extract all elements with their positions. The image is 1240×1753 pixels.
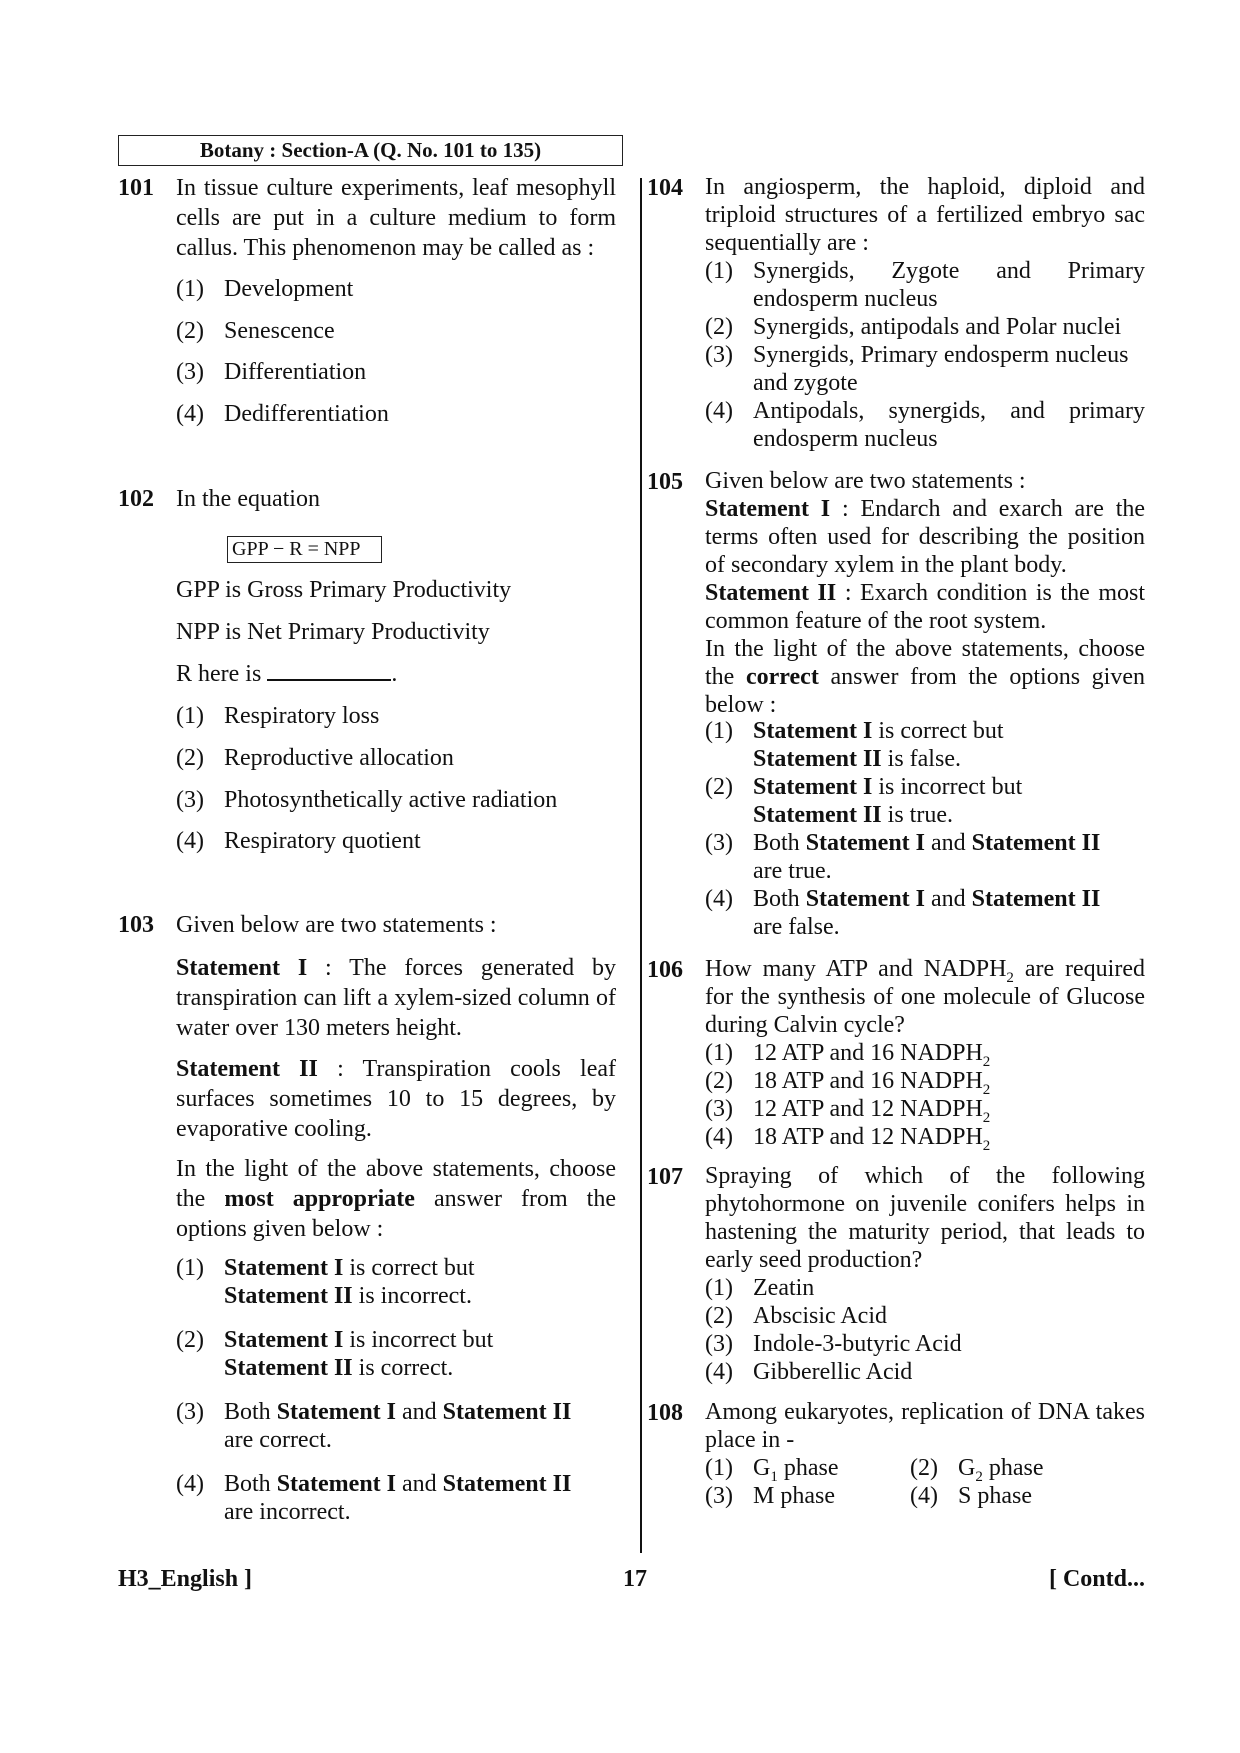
- bold-term: Statement II: [442, 1471, 572, 1497]
- column-divider: [640, 178, 642, 1553]
- bold-term: Statement I: [805, 886, 925, 912]
- text: G: [753, 1455, 771, 1481]
- option-text: [224, 1326, 616, 1382]
- statement-1: [176, 953, 616, 1043]
- option-number: (4): [705, 886, 733, 912]
- bold-term: Statement I: [224, 1327, 344, 1353]
- question-number-107: 107: [647, 1164, 683, 1190]
- question-number-106: 106: [647, 957, 683, 983]
- text: Both: [224, 1471, 277, 1497]
- option-number: (2): [705, 774, 733, 800]
- statement-label: Statement I: [176, 955, 308, 981]
- question-number-108: 108: [647, 1400, 683, 1426]
- instruction-bold: most appropriate: [224, 1186, 415, 1212]
- q101-option-1: [176, 275, 616, 305]
- q103-option-3: [176, 1398, 616, 1458]
- option-text: Reproductive allocation: [224, 745, 454, 771]
- statement-2: [176, 1054, 616, 1144]
- option-text: [958, 1454, 1140, 1485]
- text: are correct.: [224, 1427, 332, 1453]
- option-number: (4): [910, 1483, 938, 1509]
- option-number: (4): [176, 1471, 204, 1497]
- section-header: Botany : Section-A (Q. No. 101 to 135): [118, 135, 623, 166]
- option-number: (3): [176, 359, 204, 385]
- bold-term: Statement I: [805, 830, 925, 856]
- option-text: Synergids, Primary endosperm nucleus and zygote: [753, 342, 1129, 396]
- option-number: (3): [705, 1096, 733, 1122]
- question-number-101: 101: [118, 175, 154, 201]
- q103-option-4: [176, 1470, 616, 1530]
- q105-option-2: [705, 773, 1145, 829]
- option-text: [753, 1039, 1145, 1070]
- option-number: (1): [705, 718, 733, 744]
- option-text: Zeatin: [753, 1275, 815, 1301]
- q106-option-3: [705, 1095, 1145, 1126]
- bold-term: Statement I: [753, 774, 873, 800]
- npp-definition: NPP is Net Primary Productivity: [176, 619, 490, 645]
- instruction-a: In the light of the above statements, choose the: [705, 636, 1145, 690]
- question-number-103: 103: [118, 912, 154, 938]
- option-text: [753, 773, 1145, 829]
- page-number: 17: [623, 1566, 647, 1592]
- equation-box: GPP − R = NPP: [227, 536, 382, 563]
- text: 18 ATP and 16 NADPH: [753, 1068, 983, 1094]
- subscript: 2: [982, 1053, 991, 1070]
- q107-option-2: [705, 1302, 1145, 1330]
- q103-option-2: [176, 1326, 616, 1386]
- option-number: (1): [176, 703, 204, 729]
- q104-option-3: [705, 341, 1145, 397]
- bold-term: Statement II: [224, 1283, 353, 1309]
- text: is correct.: [352, 1355, 454, 1381]
- text: phase: [777, 1455, 839, 1481]
- bold-term: Statement II: [224, 1355, 353, 1381]
- option-number: (3): [705, 830, 733, 856]
- instruction-b: answer from the options given below :: [176, 1186, 616, 1242]
- text: is correct but: [343, 1255, 475, 1281]
- option-text: Senescence: [224, 318, 335, 344]
- option-text: S phase: [958, 1483, 1032, 1509]
- option-text: Respiratory quotient: [224, 828, 421, 854]
- text: is correct but: [872, 718, 1004, 744]
- option-number: (4): [705, 1124, 733, 1150]
- text: and: [925, 886, 972, 912]
- statement-text: : Endarch and exarch are the terms often used for describing the position of secondary xylem in the plant body.: [705, 496, 1146, 578]
- option-text: Dedifferentiation: [224, 401, 389, 427]
- option-number: (2): [176, 318, 204, 344]
- statement-text: : The forces generated by transpiration can lift a xylem-sized column of water over 130 meters height.: [176, 955, 616, 1041]
- option-text: Abscisic Acid: [753, 1303, 887, 1329]
- subscript: 2: [1006, 969, 1014, 986]
- option-number: (3): [705, 1331, 733, 1357]
- option-text: Gibberellic Acid: [753, 1359, 913, 1385]
- q102-option-4: [176, 827, 616, 857]
- question-number-105: 105: [647, 469, 683, 495]
- option-number: (2): [176, 745, 204, 771]
- question-107-stem: Spraying of which of the following phytohormone on juvenile conifers helps in hastening the maturity period, that leads to early seed production?: [705, 1163, 1145, 1273]
- bold-term: Statement I: [276, 1471, 396, 1497]
- answer-blank: [267, 659, 391, 681]
- option-text: Respiratory loss: [224, 703, 380, 729]
- gpp-definition: GPP is Gross Primary Productivity: [176, 577, 512, 603]
- q105-option-3: [705, 829, 1145, 885]
- r-prefix: R here is: [176, 661, 262, 687]
- option-number: (3): [705, 342, 733, 368]
- option-text: Synergids, Zygote and Primary endosperm nucleus: [753, 258, 1145, 312]
- option-text: M phase: [753, 1483, 835, 1509]
- option-number: (4): [705, 398, 733, 424]
- text: 12 ATP and 12 NADPH: [753, 1096, 983, 1122]
- question-104-stem: In angiosperm, the haploid, diploid and triploid structures of a fertilized embryo sac sequentially are :: [705, 174, 1145, 256]
- q104-option-1: [705, 257, 1145, 313]
- text: Both: [753, 830, 806, 856]
- q106-option-4: [705, 1123, 1145, 1154]
- option-number: (1): [176, 1255, 204, 1281]
- r-question-line: R here is .: [176, 661, 398, 687]
- option-number: (2): [705, 1303, 733, 1329]
- text: is incorrect but: [872, 774, 1023, 800]
- text: How many ATP and NADPH: [705, 956, 1007, 982]
- q107-option-3: [705, 1330, 1145, 1358]
- statement-text: : Exarch condition is the most common feature of the root system.: [705, 580, 1145, 634]
- text: Both: [753, 886, 806, 912]
- subscript: 2: [982, 1109, 991, 1126]
- option-number: (4): [705, 1359, 733, 1385]
- text: are false.: [753, 914, 840, 940]
- q104-option-4: [705, 397, 1145, 453]
- q101-option-2: [176, 317, 616, 347]
- q101-option-4: [176, 400, 616, 430]
- option-text: [224, 1254, 616, 1310]
- statement-label: Statement I: [705, 496, 831, 522]
- bold-term: Statement II: [442, 1399, 572, 1425]
- option-number: (2): [705, 1068, 733, 1094]
- text: are required for the synthesis of one molecule of Glucose during Calvin cycle?: [705, 956, 1145, 1038]
- q102-option-3: [176, 786, 616, 816]
- option-number: (1): [705, 1040, 733, 1066]
- text: G: [958, 1455, 976, 1481]
- question-105-stem: Given below are two statements :: [705, 468, 1026, 494]
- statement-label: Statement II: [705, 580, 837, 606]
- option-number: (2): [910, 1455, 938, 1481]
- subscript: 2: [975, 1468, 983, 1485]
- q108-option-4: [910, 1482, 1140, 1510]
- q107-option-4: [705, 1358, 1145, 1386]
- bold-term: Statement I: [753, 718, 873, 744]
- footer-contd: [ Contd...: [1048, 1566, 1145, 1592]
- text: and: [396, 1471, 443, 1497]
- question-number-104: 104: [647, 175, 683, 201]
- statement-2: [705, 579, 1145, 635]
- text: are true.: [753, 858, 832, 884]
- option-text: Antipodals, synergids, and primary endosperm nucleus: [753, 398, 1145, 452]
- q105-option-4: [705, 885, 1145, 941]
- option-number: (3): [705, 1483, 733, 1509]
- option-text: Differentiation: [224, 359, 367, 385]
- statement-text: : Transpiration cools leaf surfaces sometimes 10 to 15 degrees, by evaporative cooling.: [176, 1056, 616, 1142]
- option-text: Synergids, antipodals and Polar nuclei: [753, 314, 1122, 340]
- option-number: (1): [705, 1455, 733, 1481]
- instruction: [705, 635, 1145, 719]
- q108-option-2: [910, 1454, 1140, 1485]
- q101-option-3: [176, 358, 616, 388]
- question-102-stem: In the equation: [176, 486, 320, 512]
- subscript: 1: [770, 1468, 778, 1485]
- option-text: Indole-3-butyric Acid: [753, 1331, 962, 1357]
- bold-term: Statement II: [753, 802, 882, 828]
- text: Both: [224, 1399, 277, 1425]
- bold-term: Statement I: [224, 1255, 344, 1281]
- q106-option-1: [705, 1039, 1145, 1070]
- text: and: [925, 830, 972, 856]
- option-number: (4): [176, 401, 204, 427]
- subscript: 2: [982, 1137, 991, 1154]
- footer-code: H3_English ]: [118, 1566, 253, 1592]
- option-number: (4): [176, 828, 204, 854]
- text: is false.: [881, 746, 961, 772]
- statement-1: [705, 495, 1145, 579]
- option-number: (1): [705, 258, 733, 284]
- q108-option-1: [705, 1454, 905, 1485]
- q102-option-1: [176, 702, 616, 732]
- option-text: [753, 1454, 905, 1485]
- option-number: (1): [705, 1275, 733, 1301]
- question-108-stem: Among eukaryotes, replication of DNA takes place in -: [705, 1399, 1145, 1453]
- option-text: [753, 1067, 1145, 1098]
- question-106-stem: [705, 955, 1145, 1039]
- bold-term: Statement II: [753, 746, 882, 772]
- option-number: (2): [705, 314, 733, 340]
- question-103-stem: Given below are two statements :: [176, 912, 497, 938]
- option-text: [224, 1470, 616, 1526]
- q105-option-1: [705, 717, 1145, 773]
- option-text: Photosynthetically active radiation: [224, 787, 558, 813]
- text: phase: [982, 1455, 1044, 1481]
- option-text: [224, 1398, 616, 1454]
- option-number: (3): [176, 1399, 204, 1425]
- bold-term: Statement II: [971, 886, 1101, 912]
- q106-option-2: [705, 1067, 1145, 1098]
- option-number: (1): [176, 276, 204, 302]
- question-number-102: 102: [118, 486, 154, 512]
- option-text: [753, 717, 1145, 773]
- option-number: (3): [176, 787, 204, 813]
- text: is true.: [881, 802, 953, 828]
- text: 12 ATP and 16 NADPH: [753, 1040, 983, 1066]
- q103-option-1: [176, 1254, 616, 1314]
- instruction-b: answer from the options given below :: [705, 664, 1146, 718]
- text: is incorrect but: [343, 1327, 494, 1353]
- question-101-stem: In tissue culture experiments, leaf mesophyll cells are put in a culture medium to form callus. This phenomenon may be called as :: [176, 175, 616, 261]
- option-number: (2): [176, 1327, 204, 1353]
- option-text: [753, 829, 1145, 885]
- instruction: [176, 1154, 616, 1244]
- instruction-a: In the light of the above statements, choose the: [176, 1156, 616, 1212]
- text: 18 ATP and 12 NADPH: [753, 1124, 983, 1150]
- q108-option-3: [705, 1482, 905, 1510]
- subscript: 2: [982, 1081, 991, 1098]
- option-text: Development: [224, 276, 354, 302]
- q104-option-2: [705, 313, 1145, 341]
- text: are incorrect.: [224, 1499, 351, 1525]
- q102-option-2: [176, 744, 616, 774]
- q107-option-1: [705, 1274, 1145, 1302]
- option-text: [753, 1123, 1145, 1154]
- text: and: [396, 1399, 443, 1425]
- bold-term: Statement I: [276, 1399, 396, 1425]
- statement-label: Statement II: [176, 1056, 318, 1082]
- option-text: [753, 1095, 1145, 1126]
- option-text: [753, 885, 1145, 941]
- text: is incorrect.: [352, 1283, 472, 1309]
- instruction-bold: correct: [745, 664, 819, 690]
- bold-term: Statement II: [971, 830, 1101, 856]
